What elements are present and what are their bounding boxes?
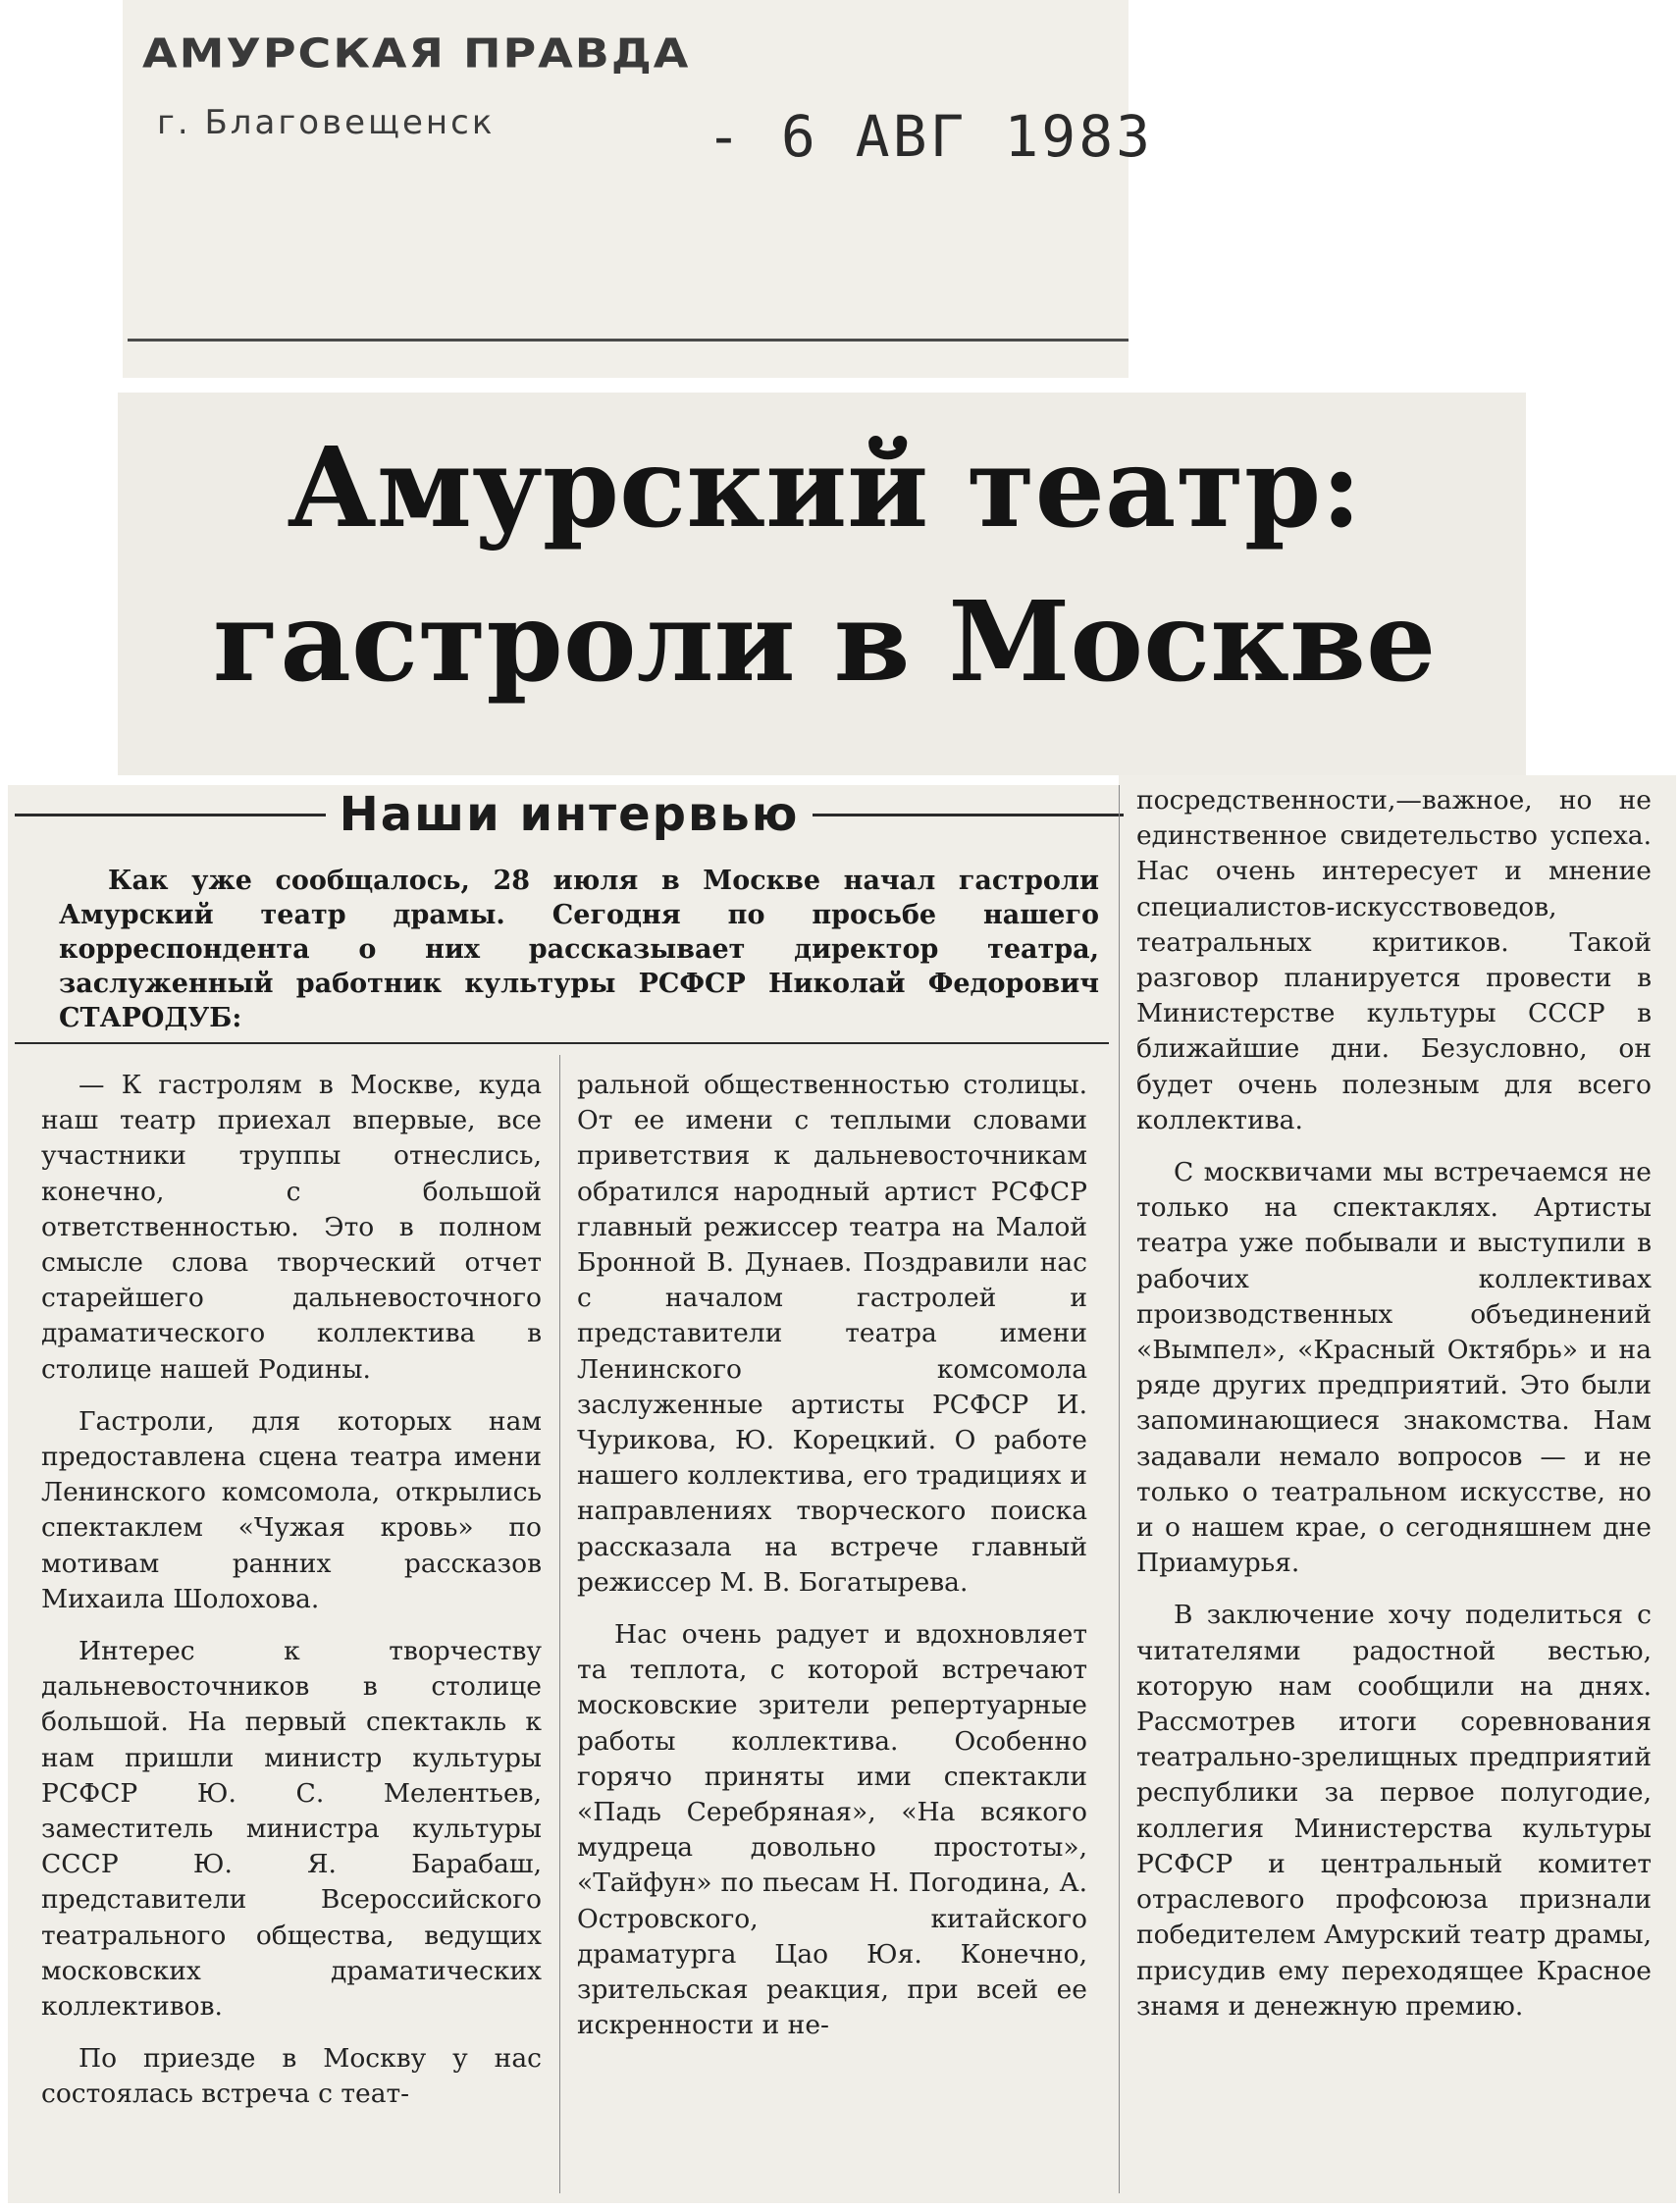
headline-line-2: гастроли в Москве — [212, 577, 1437, 707]
date-stamp: - 6 АВГ 1983 — [707, 103, 1154, 170]
article-headline — [128, 412, 1521, 720]
column-1-paragraph: По приезде в Москву у нас состоялась встреча с теат- — [41, 2043, 542, 2110]
column-divider-1 — [559, 1055, 560, 2193]
column-1-paragraph: — К гастролям в Москве, куда наш театр приехал впервые, все участники труппы отнеслись, конечно, с большой ответственностью. Это в полном смысле слова творческий отчет старейшего дальневосточного драматического коллектива в столице нашей Родины. — [41, 1070, 542, 1385]
newspaper-city-stamp: г. Благовещенск — [157, 103, 496, 142]
rubric-left-rule — [15, 814, 326, 816]
article-column-1 — [41, 1068, 542, 2130]
rubric-banner — [15, 780, 1124, 849]
rubric-right-rule — [813, 814, 1124, 816]
headline-line-1: Амурский театр: — [287, 424, 1362, 552]
article-column-2 — [577, 1068, 1087, 2060]
column-1-paragraph: Гастроли, для которых нам предоставлена сцена театра имени Ленинского комсомола, открылись спектаклем «Чужая кровь» по мотивам ранних рассказов Михаила Шолохова. — [41, 1405, 542, 1614]
column-3-paragraph: посредственности,—важное, но не единственное свидетельство успеха. Нас очень интересует и мнение специалистов-искусствоведов, театральных критиков. Такой разговор планируется провести в Министерстве культуры СССР в ближайшие дни. Безусловно, он будет очень полезным для всего коллектива. — [1136, 785, 1652, 1135]
column-3-paragraph: В заключение хочу поделиться с читателями радостной вестью, которую нам сообщили на днях. Рассмотрев итоги соревнования театрально-зрелищных предприятий республики за первое полугодие, коллегия Министерства культуры РСФСР и центральный комитет отраслевого профсоюза признали победителем Амурский театр драмы, присудив ему переходящее Красное знамя и денежную премию. — [1136, 1600, 1652, 2022]
column-2-paragraph: Нас очень радует и вдохновляет та теплота, с которой встречают московские зрители репертуарные работы коллектива. Особенно горячо приняты ими спектакли «Падь Серебряная», «На всякого мудреца довольно простоты», «Тайфун» по пьесам Н. Погодина, А. Островского, китайского драматурга Цао Юя. Конечно, зрительская реакция, при всей ее искренности и не- — [577, 1619, 1087, 2041]
top-divider — [128, 339, 1129, 342]
column-2-paragraph: ральной общественностью столицы. От ее имени с теплыми словами приветствия к дальневосточникам обратился народный артист РСФСР главный режиссер театра на Малой Бронной В. Дунаев. Поздравили нас с началом гастролей и представители театра имени Ленинского комсомола заслуженные артисты РСФСР И. Чурикова, Ю. Корецкий. О работе нашего коллектива, его традициях и направлениях творческого поиска рассказала на встрече главный режиссер М. В. Богатырева. — [577, 1070, 1087, 1598]
article-lead: Как уже сообщалось, 28 июля в Москве начал гастроли Амурский театр драмы. Сегодня по просьбе нашего корреспондента о них рассказывает директор театра, заслуженный работник культуры РСФСР Николай Федорович СТАРОДУБ: — [59, 866, 1099, 1033]
column-3-paragraph: С москвичами мы встречаемся не только на спектаклях. Артисты театра уже побывали и выступили в рабочих коллективах производственных объединений «Вымпел», «Красный Октябрь» и на ряде других предприятий. Это были запоминающиеся знакомства. Нам задавали немало вопросов — и не только о театральном искусстве, но и о нашем крае, о сегодняшнем дне Приамурья. — [1136, 1157, 1652, 1579]
column-1-paragraph: Интерес к творчеству дальневосточников в столице большой. На первый спектакль к нам пришли министр культуры РСФСР Ю. С. Мелентьев, заместитель министра культуры СССР Ю. Я. Барабаш, представители Всероссийского театрального общества, ведущих московских драматических коллективов. — [41, 1636, 542, 2023]
lead-divider — [15, 1042, 1109, 1044]
article-column-3 — [1136, 783, 1652, 2041]
rubric-label: Наши интервью — [339, 787, 800, 842]
column-divider-2 — [1119, 785, 1120, 2193]
newspaper-name-stamp: АМУРСКАЯ ПРАВДА — [142, 29, 691, 78]
